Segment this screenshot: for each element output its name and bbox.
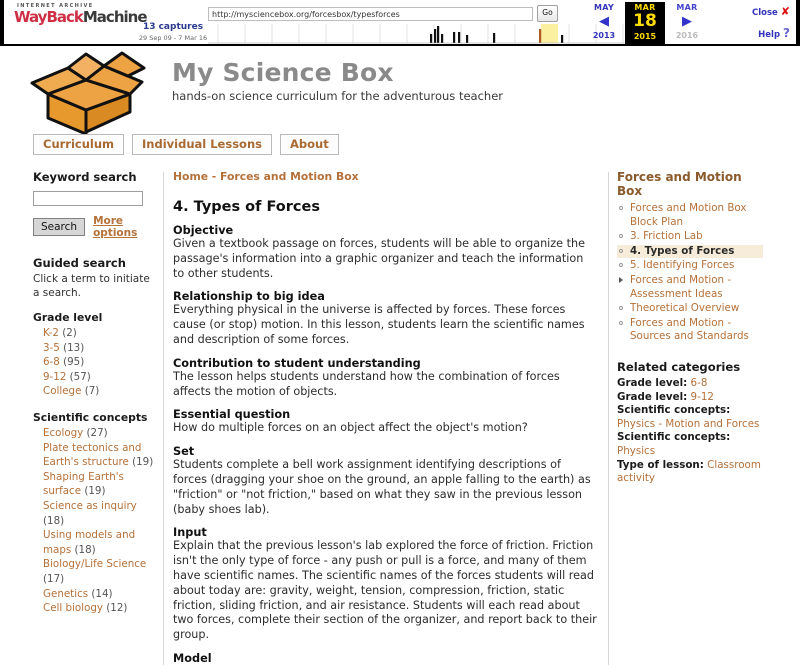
left-sidebar [0,170,163,665]
related-category-row [617,459,763,486]
facet-count: (19) [81,485,106,498]
toolbar-left-border [0,0,4,44]
triangle-bullet-icon [619,277,623,283]
box-item-label: Forces and Motion - Assessment Ideas [630,273,732,300]
related-category-row [617,377,763,391]
question-mark-icon[interactable]: ? [783,26,790,40]
circle-bullet-icon [619,234,623,238]
site-header [0,46,800,156]
facet-term-link[interactable]: 9-12 [43,370,67,383]
facet-item[interactable] [43,499,159,528]
facet-term-link[interactable]: Genetics [43,587,89,600]
related-category-key: Grade level: [617,376,688,389]
content-columns [0,156,800,665]
section-heading: Model [173,651,212,665]
next-arrow-icon[interactable]: ▶ [682,14,692,29]
facet-item[interactable] [43,426,159,441]
related-category-key: Scientific concepts: [617,404,731,417]
facet-count: (57) [66,370,91,383]
search-button[interactable]: Search [33,218,85,236]
facet-item[interactable] [43,370,159,385]
capture-timeline[interactable] [208,22,628,44]
close-icon[interactable]: ✘ [780,5,790,18]
circle-bullet-icon [619,263,623,267]
section-body: Explain that the previous lesson's lab explored the force of friction. Friction isn't the only type of force - any push or pull is a force, and many of them have scientific names. The scientific names of the forces students will read about today are: gravity, weight, tension, compression, friction, static friction, sliding friction, and air resistance. Students will each read about two forces, complete their section of the organizer, and report back to their group. [173,539,597,642]
section-body: The lesson helps students understand how the combination of forces affects the motion of objects. [173,369,560,398]
related-category-value-link[interactable]: 6-8 [687,376,708,389]
facet-item[interactable] [43,326,159,341]
facet-count: (17) [43,572,65,585]
nav-about[interactable]: About [280,134,339,155]
current-year: 2015 [633,32,657,41]
section-heading: Relationship to big idea [173,290,325,304]
section-heading: Input [173,526,207,540]
captures-range: 29 Sep 09 - 7 Mar 16 [138,34,208,42]
facet-term-link[interactable]: K-2 [43,327,59,339]
facet-term-link[interactable]: Using models and maps [43,529,136,556]
facet-heading: Grade level [33,311,103,324]
box-item-active[interactable] [617,245,763,259]
guided-search-heading: Guided search [33,256,126,270]
facet-count: (27) [83,426,108,439]
facet-item[interactable] [43,470,159,499]
related-category-row [617,404,763,431]
facet-count: (2) [58,327,77,339]
facet-count: (18) [71,543,96,556]
facet-term-link[interactable]: Biology/Life Science [43,558,147,571]
facet-count: (18) [43,514,65,527]
facet-term-link[interactable]: 6-8 [43,356,60,369]
circle-bullet-icon [619,306,623,310]
open-box-svg [18,50,158,136]
related-category-row [617,431,763,458]
previous-arrow-icon[interactable]: ◀ [599,14,609,29]
close-toolbar-button[interactable] [752,5,790,18]
related-category-value-link[interactable]: 9-12 [687,390,714,403]
facet-item[interactable] [43,587,159,602]
current-day: 18 [633,11,657,31]
right-sidebar [609,170,769,665]
related-category-key: Type of lesson: [617,458,704,471]
guided-search-text: Click a term to initiate a search. [33,273,150,299]
facet-count: (95) [59,356,85,369]
box-item-label: Theoretical Overview [630,302,740,315]
section-body: How do multiple forces on an object affect the object's motion? [173,421,528,435]
circle-bullet-icon [619,321,623,325]
box-item[interactable] [617,259,763,273]
facet-item[interactable] [43,601,159,616]
keyword-search-heading: Keyword search [33,170,137,184]
facet-term-link[interactable]: Plate tectonics and Earth's structure [43,441,142,469]
facet-term-link[interactable]: 3-5 [43,341,60,354]
date-navigator [584,2,714,44]
previous-capture-nav[interactable] [584,2,624,40]
box-item[interactable] [617,317,763,344]
facet-count: (7) [81,385,100,398]
page-body [0,46,800,665]
facet-item[interactable] [43,355,159,370]
current-month: MAR [634,3,656,12]
box-item-label: 3. Friction Lab [630,230,703,243]
related-category-row [617,391,763,405]
facet-item[interactable] [43,384,159,399]
next-capture-nav[interactable] [667,2,707,40]
box-item[interactable] [617,302,763,316]
previous-month: MAY [593,3,615,12]
close-label: Close [751,8,778,18]
next-year: 2016 [675,31,699,40]
url-row [208,5,558,22]
section-heading: Contribution to student understanding [173,356,421,370]
box-item-list [617,202,763,344]
related-categories-heading: Related categories [617,359,741,374]
section-heading: Objective [173,224,234,237]
wayback-wordmark [14,8,147,26]
facet-count: (14) [88,587,113,600]
main-content [164,170,608,665]
search-input[interactable] [33,191,143,206]
related-categories-list [617,377,763,486]
toolbar-right-border [796,0,800,44]
facet-count: (12) [103,602,128,615]
main-navigation [33,134,339,155]
captures-info[interactable] [128,22,218,42]
facet-heading: Scientific concepts [33,410,148,424]
breadcrumb[interactable]: Home - Forces and Motion Box [173,170,359,183]
wayback-wordmark-part1: WayBack [14,8,83,26]
previous-year: 2013 [592,31,616,40]
timeline-sparkline [208,22,628,44]
wayback-wordmark-part2: Machine [82,8,147,26]
facet-groups [33,311,159,616]
next-month: MAR [676,3,698,12]
facet-list [33,426,159,616]
box-item-label: 5. Identifying Forces [630,259,735,272]
section-body: Everything physical in the universe is affected by forces. These forces cause (or stop) motion. In this lesson, students learn the scientific names and description of some forces. [173,303,585,346]
wayback-machine-logo[interactable] [14,3,147,26]
facet-term-link[interactable]: Science as inquiry [43,499,137,512]
current-capture-date[interactable] [625,2,665,44]
facet-term-link[interactable]: College [43,385,82,398]
internet-archive-label: INTERNET ARCHIVE [17,3,94,9]
nav-curriculum[interactable]: Curriculum [33,134,124,155]
help-button[interactable] [758,26,790,40]
facet-term-link[interactable]: Ecology [43,426,84,439]
lesson-sections [173,224,598,665]
go-button[interactable]: Go [537,5,558,22]
facet-item[interactable] [43,341,159,356]
page-title: 4. Types of Forces [173,199,320,215]
help-label: Help [758,30,781,40]
section-body: Students complete a bell work assignment identifying descriptions of forces (dragging your shoe on the ground, an apple falling to the earth) as "friction" or "not friction," based on what they saw in the previous lesson (baby shoes lab). [173,458,591,516]
captures-count: 13 captures [142,22,204,32]
facet-count: (19) [128,456,154,469]
facet-item[interactable] [43,441,159,470]
search-controls-row [33,215,159,239]
section-heading: Set [173,445,195,459]
facet-count: (13) [59,341,85,354]
more-options-link[interactable]: More options [93,215,138,239]
related-category-value-link[interactable]: Classroom activity [617,458,761,485]
section-heading: Essential question [173,408,291,422]
related-category-key: Grade level: [617,390,688,403]
related-category-value-link[interactable]: Physics [617,444,656,457]
box-heading: Forces and Motion Box [617,170,742,198]
related-category-key: Scientific concepts: [617,431,731,444]
box-item[interactable] [617,274,763,301]
wayback-toolbar [0,0,800,46]
related-category-value-link[interactable]: Physics - Motion and Forces [617,417,760,430]
facet-item[interactable] [43,528,159,557]
site-tagline: hands-on science curriculum for the adventurous teacher [172,89,504,103]
facet-term-link[interactable]: Cell biology [43,602,104,615]
circle-bullet-icon [619,206,623,210]
facet-list [33,326,159,399]
box-item-label: 4. Types of Forces [630,244,735,257]
box-item-label: Forces and Motion Box Block Plan [630,202,747,228]
facet-term-link[interactable]: Shaping Earth's surface [43,470,124,498]
box-item[interactable] [617,230,763,244]
facet-item[interactable] [43,557,159,586]
circle-bullet-icon [619,249,623,253]
open-box-logo-icon[interactable] [18,50,158,136]
box-item-label: Forces and Motion - Sources and Standards [630,316,749,343]
url-input[interactable]: http://mysciencebox.org/forcesbox/typesforces [208,7,533,21]
site-title: My Science Box [172,58,394,87]
section-body: Given a textbook passage on forces, students will be able to organize the passage's information into a graphic organizer and teach the information to other students. [173,237,585,280]
box-item[interactable] [617,202,763,229]
nav-individual-lessons[interactable]: Individual Lessons [132,134,272,155]
